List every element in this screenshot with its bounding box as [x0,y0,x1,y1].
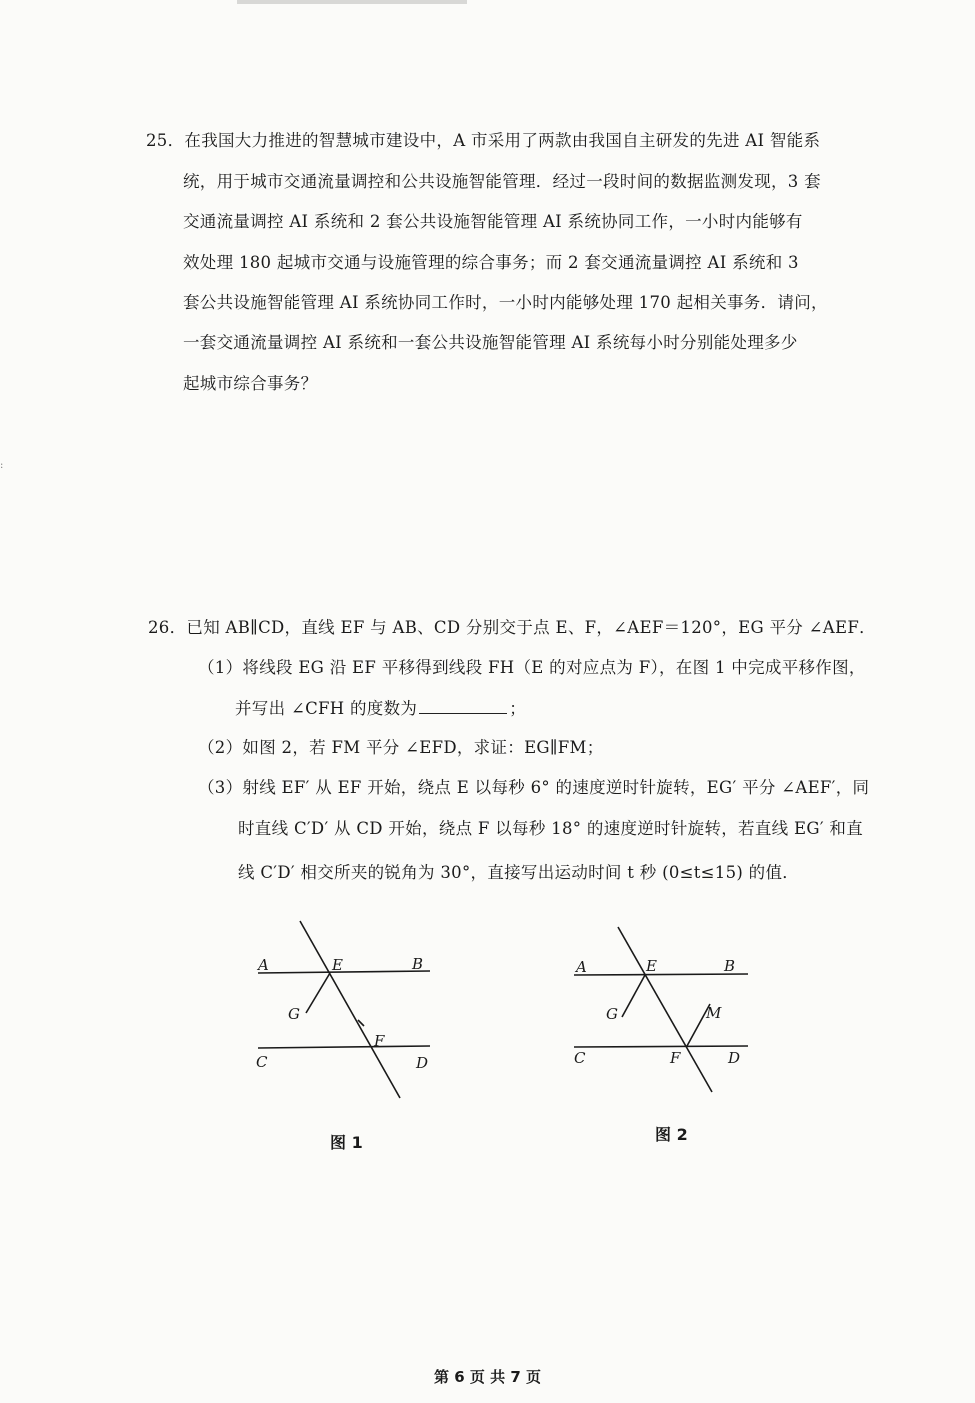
figure-2-caption: 图 2 [655,1125,688,1144]
line-cd [258,1046,430,1048]
label-g: G [606,1005,618,1023]
q26-part1-line2 [235,697,526,720]
figure-1-diagram [240,915,450,1115]
q26-part1-end: ； [509,699,526,718]
scan-edge-mark: : [0,460,4,471]
q26-part3-line1: （3）射线 EF′ 从 EF 开始，绕点 E 以每秒 6° 的速度逆时针旋转，EG′ 平分 ∠AEF′，同 [198,778,870,797]
q25-line-3: 交通流量调控 AI 系统和 2 套公共设施智能管理 AI 系统协同工作，一小时内能够有 [183,212,803,231]
scan-top-strip [237,0,467,4]
label-c: C [574,1049,586,1067]
segment-eg [622,975,645,1017]
q25-line-5: 套公共设施智能管理 AI 系统协同工作时，一小时内能够处理 170 起相关事务．请问， [183,293,828,312]
segment-eg [306,973,330,1013]
q26-intro: 26．已知 AB∥CD，直线 EF 与 AB、CD 分别交于点 E、F，∠AEF＝120°，EG 平分 ∠AEF． [148,618,876,637]
q26-part3-line2: 时直线 C′D′ 从 CD 开始，绕点 F 以每秒 18° 的速度逆时针旋转，若直线 EG′ 和直 [238,819,864,838]
label-d: D [728,1049,741,1067]
label-a: A [258,956,269,974]
label-c: C [256,1053,268,1071]
label-b: B [412,955,424,973]
line-ab [258,971,430,973]
page-footer: 第 6 页 共 7 页 [434,1368,541,1386]
line-cd [574,1046,748,1047]
figure-2-diagram [560,915,770,1115]
q25-line-6: 一套交通流量调控 AI 系统和一套公共设施智能管理 AI 系统每小时分别能处理多少 [183,333,798,352]
q26-part3-line3: 线 C′D′ 相交所夹的锐角为 30°，直接写出运动时间 t 秒 (0≤t≤15) 的值． [238,863,800,882]
q25-line-4: 效处理 180 起城市交通与设施管理的综合事务；而 2 套交通流量调控 AI 系统和 3 [183,253,799,272]
q25-line-1: 25．在我国大力推进的智慧城市建设中，A 市采用了两款由我国自主研发的先进 AI 智能系 [146,131,821,150]
q26-part1-line1: （1）将线段 EG 沿 EF 平移得到线段 FH（E 的对应点为 F），在图 1 中完成平移作图， [198,658,866,677]
label-e: E [646,957,657,975]
label-f: F [670,1049,681,1067]
answer-blank[interactable] [419,697,507,714]
line-ef [300,921,400,1098]
label-f: F [374,1032,385,1050]
label-a: A [576,958,587,976]
figure-1-caption: 图 1 [330,1133,363,1152]
label-m: M [706,1004,722,1022]
q25-line-7: 起城市综合事务？ [183,374,318,393]
line-ef [618,927,712,1092]
line-ab [574,974,748,975]
label-e: E [332,956,343,974]
q25-line-2: 统，用于城市交通流量调控和公共设施智能管理．经过一段时间的数据监测发现，3 套 [183,172,821,191]
label-d: D [416,1054,429,1072]
q26-part2: （2）如图 2，若 FM 平分 ∠EFD，求证：EG∥FM； [198,738,604,757]
q26-part1-text: 并写出 ∠CFH 的度数为 [235,699,418,718]
label-g: G [288,1005,300,1023]
label-b: B [724,957,736,975]
